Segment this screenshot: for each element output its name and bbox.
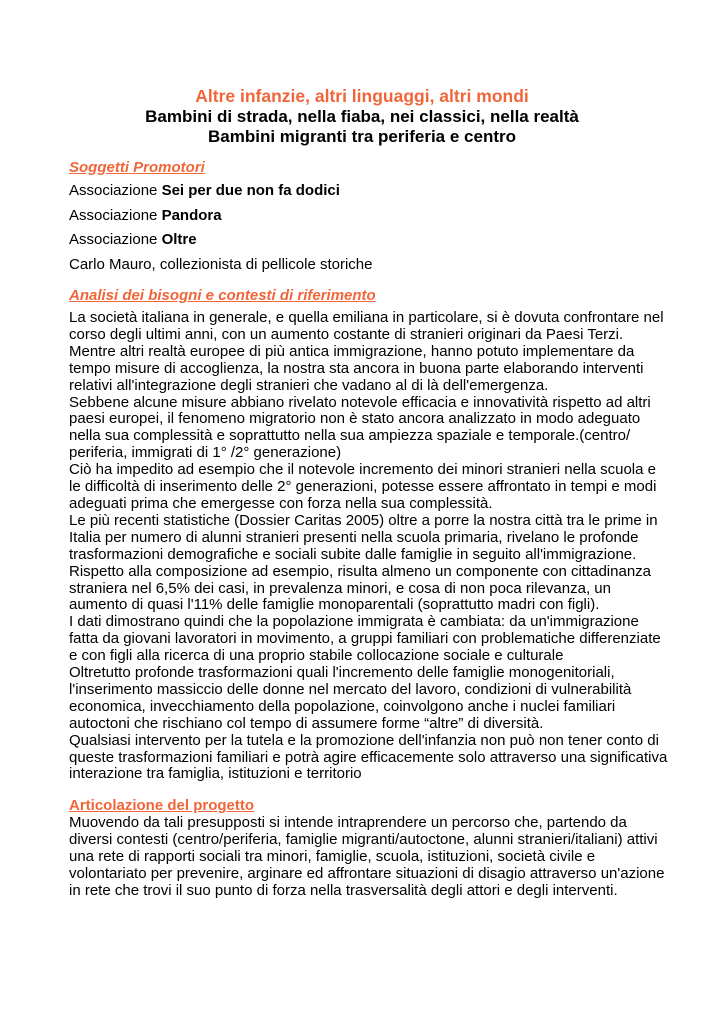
- analisi-heading: Analisi dei bisogni e contesti di riferimento: [69, 287, 376, 304]
- promotori-item-prefix: Associazione: [69, 231, 162, 248]
- text-line: interazione tra famiglia, istituzioni e territorio: [69, 765, 362, 783]
- promotori-heading: Soggetti Promotori: [69, 159, 205, 176]
- text-line: Rispetto alla composizione ad esempio, risulta almeno un componente con cittadinanza: [69, 562, 652, 580]
- text-line: straniera nel 6,5% dei casi, in prevalenza minori, e cosa di non poca rilevanza, un: [69, 579, 611, 597]
- articolazione-section: [69, 797, 669, 815]
- promotori-item: [69, 182, 669, 200]
- text-line: l'inserimento massiccio delle donne nel mercato del lavoro, condizioni di vulnerabilità: [69, 680, 632, 698]
- text-line: periferia, immigrati di 1° /2° generazione): [69, 444, 342, 462]
- promotori-item-prefix: Associazione: [69, 207, 162, 224]
- text-line: Italia per numero di alunni stranieri presenti nella scuola primaria, rivelano le profonde: [69, 528, 639, 546]
- text-line: relativi all'integrazione degli stranieri che vadano al di là dell'emergenza.: [69, 376, 549, 394]
- articolazione-body: [69, 815, 689, 900]
- promotori-item-prefix: Associazione: [69, 182, 162, 199]
- text-line: adeguati prima che emergesse con forza nella sua complessità.: [69, 494, 493, 512]
- text-line: I dati dimostrano quindi che la popolazione immigrata è cambiata: da un'immigrazione: [69, 613, 639, 631]
- promotori-item: [69, 207, 669, 225]
- articolazione-heading: Articolazione del progetto: [69, 797, 255, 814]
- promotori-item: [69, 256, 669, 274]
- text-line: tempo misure di accoglienza, la nostra sta ancora in buona parte elaborando interventi: [69, 359, 644, 377]
- text-line: Mentre altri realtà europee di più antica immigrazione, hanno potuto implementare da: [69, 342, 635, 360]
- text-line: nella sua complessità e soprattutto nella sua ampiezza spaziale e temporale.(centro/: [69, 427, 631, 445]
- text-line: trasformazioni demografiche e sociali subite dalle famiglie in seguito all'immigrazione.: [69, 545, 637, 563]
- text-line: economica, invecchiamento della popolazione, coinvolgono anche i nuclei familiari: [69, 697, 616, 715]
- text-line: fatta da giovani lavoratori in movimento, a gruppi familiari con problematiche differenziate: [69, 630, 661, 648]
- promotori-item-name: Sei per due non fa dodici: [161, 182, 340, 199]
- text-line: autoctoni che rischiano col tempo di assumere forme “altre” di diversità.: [69, 714, 544, 732]
- text-line: Oltretutto profonde trasformazioni quali l'incremento delle famiglie monogenitoriali,: [69, 664, 615, 682]
- text-line: corso degli ultimi anni, con un aumento costante di stranieri originari da Paesi Terzi.: [69, 325, 624, 343]
- text-line: una rete di rapporti sociali tra minori, famiglie, scuola, istituzioni, società civile e: [69, 847, 596, 865]
- text-line: le difficoltà di inserimento delle 2° generazioni, potesse essere affrontato in tempi e modi: [69, 478, 657, 496]
- promotori-item-prefix: Carlo Mauro, collezionista di pellicole storiche: [69, 256, 373, 273]
- text-line: Sebbene alcune misure abbiano rivelato notevole efficacia e innovatività rispetto ad altri: [69, 393, 651, 411]
- analisi-body: [69, 310, 689, 783]
- promotori-item-name: Oltre: [161, 231, 197, 248]
- text-line: diversi contesti (centro/periferia, famiglie migranti/autoctone, alunni stranieri/italiani) attivi: [69, 830, 658, 848]
- text-line: in rete che trovi il suo punto di forza nella trasversalità degli attori e degli interventi.: [69, 881, 618, 899]
- promotori-item-name: Pandora: [161, 207, 222, 224]
- text-line: Muovendo da tali presupposti si intende intraprendere un percorso che, partendo da: [69, 814, 627, 831]
- text-line: aumento di quasi l'11% delle famiglie monoparentali (soprattutto madri con figli).: [69, 596, 600, 614]
- document-title: Altre infanzie, altri linguaggi, altri mondi: [195, 86, 529, 106]
- analisi-section: [69, 287, 669, 305]
- text-line: paesi europei, il fenomeno migratorio non è stato ancora analizzato in modo adeguato: [69, 410, 641, 428]
- promotori-section: [69, 159, 669, 177]
- document-subtitle-1: Bambini di strada, nella fiaba, nei classici, nella realtà: [145, 107, 579, 126]
- text-line: Le più recenti statistiche (Dossier Caritas 2005) oltre a porre la nostra città tra le prime in: [69, 511, 658, 529]
- document-header: [0, 86, 724, 147]
- text-line: Ciò ha impedito ad esempio che il notevole incremento dei minori stranieri nella scuola e: [69, 461, 656, 479]
- promotori-item: [69, 231, 669, 249]
- text-line: e con figli alla ricerca di una proprio stabile collocazione sociale e culturale: [69, 647, 564, 665]
- text-line: Qualsiasi intervento per la tutela e la promozione dell'infanzia non può non tener conto di: [69, 731, 659, 749]
- text-line: volontariato per prevenire, arginare ed affrontare situazioni di disagio attraverso un'azione: [69, 864, 665, 882]
- text-line: queste trasformazioni familiari e potrà agire efficacemente solo attraverso una significativa: [69, 748, 668, 766]
- text-line: La società italiana in generale, e quella emiliana in particolare, si è dovuta confrontare nel: [69, 309, 664, 326]
- document-subtitle-2: Bambini migranti tra periferia e centro: [208, 127, 516, 146]
